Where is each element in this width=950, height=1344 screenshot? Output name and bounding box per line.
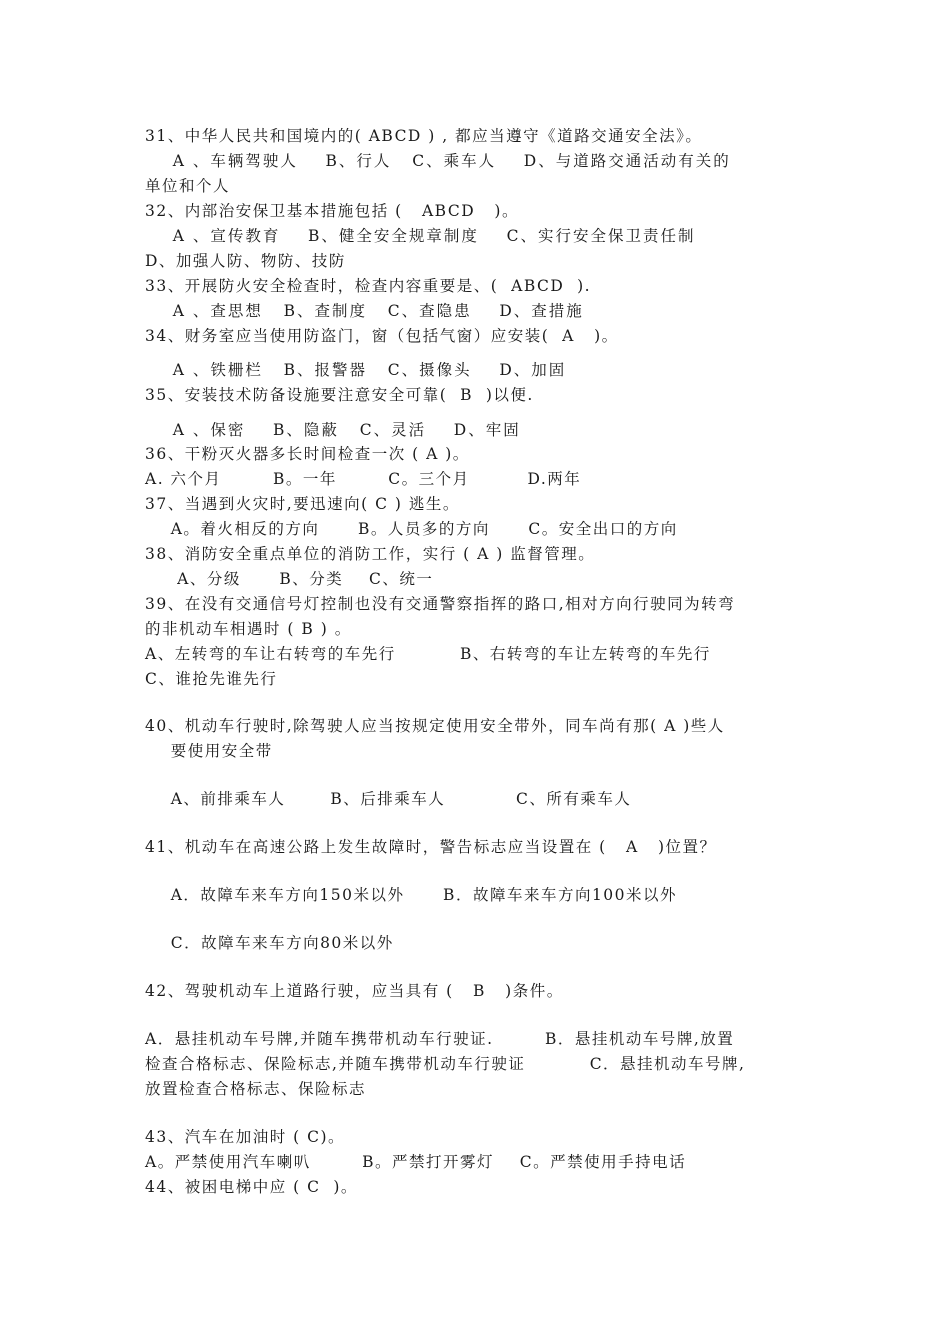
question-33: 33、开展防火安全检查时，检查内容重要是、( ABCD ).	[145, 277, 592, 295]
question-43: 43、汽车在加油时 ( C)。	[145, 1128, 346, 1146]
question-33-options: A 、查思想 B、查制度 C、查隐患 D、查措施	[145, 302, 584, 320]
question-35-options: A 、保密 B、隐蔽 C、灵活 D、牢固	[145, 421, 521, 439]
question-34: 34、财务室应当使用防盗门，窗（包括气窗）应安装( A )。	[145, 327, 619, 345]
question-38-options: A、分级 B、分类 C、统一	[145, 570, 434, 588]
question-42-option-b: 检查合格标志、保险标志,并随车携带机动车行驶证 C．悬挂机动车号牌,	[145, 1055, 746, 1073]
question-43-options: A。严禁使用汽车喇叭 B。严禁打开雾灯 C。严禁使用手持电话	[145, 1153, 687, 1171]
question-37-options: A。着火相反的方向 B。人员多的方向 C。安全出口的方向	[145, 520, 678, 538]
question-32: 32、内部治安保卫基本措施包括 ( ABCD )。	[145, 202, 519, 220]
question-40-cont: 要使用安全带	[145, 742, 273, 760]
question-41-options-cont: C．故障车来车方向80米以外	[145, 934, 394, 952]
question-34-options: A 、铁栅栏 B、报警器 C、摄像头 D、加固	[145, 361, 567, 379]
question-36: 36、干粉灭火器多长时间检查一次 ( A )。	[145, 445, 470, 463]
question-31: 31、中华人民共和国境内的( ABCD ) , 都应当遵守《道路交通安全法》。	[145, 127, 703, 145]
question-37: 37、当遇到火灾时,要迅速向( C ) 逃生。	[145, 495, 460, 513]
question-39-cont: 的非机动车相遇时 ( B ) 。	[145, 620, 352, 638]
question-42-option-a: A．悬挂机动车号牌,并随车携带机动车行驶证. B．悬挂机动车号牌,放置	[145, 1030, 735, 1048]
question-36-options: A. 六个月 B。一年 C。三个月 D.两年	[145, 470, 582, 488]
question-41: 41、机动车在高速公路上发生故障时，警告标志应当设置在 ( A )位置？	[145, 838, 717, 856]
question-32-options-cont: D、加强人防、物防、技防	[145, 252, 346, 270]
question-31-options-cont: 单位和个人	[145, 177, 231, 195]
question-39-options-cont: C、谁抢先谁先行	[145, 670, 278, 688]
question-40-options: A、前排乘车人 B、后排乘车人 C、所有乘车人	[145, 790, 632, 808]
question-31-options: A 、车辆驾驶人 B、行人 C、乘车人 D、与道路交通活动有关的	[145, 152, 731, 170]
question-44: 44、被困电梯中应 ( C )。	[145, 1178, 358, 1196]
question-42-option-c: 放置检查合格标志、保险标志	[145, 1080, 367, 1098]
question-35: 35、安装技术防备设施要注意安全可靠( B )以便.	[145, 386, 534, 404]
question-42: 42、驾驶机动车上道路行驶，应当具有 ( B )条件。	[145, 982, 564, 1000]
question-40: 40、机动车行驶时,除驾驶人应当按规定使用安全带外，同车尚有那( A )些人	[145, 717, 725, 735]
question-39-options: A、左转弯的车让右转弯的车先行 B、右转弯的车让左转弯的车先行	[145, 645, 711, 663]
question-39: 39、在没有交通信号灯控制也没有交通警察指挥的路口,相对方向行驶同为转弯	[145, 595, 736, 613]
question-38: 38、消防安全重点单位的消防工作，实行 ( A ) 监督管理。	[145, 545, 596, 563]
question-32-options: A 、宣传教育 B、健全安全规章制度 C、实行安全保卫责任制	[145, 227, 696, 245]
question-41-options: A．故障车来车方向150米以外 B．故障车来车方向100米以外	[145, 886, 678, 904]
